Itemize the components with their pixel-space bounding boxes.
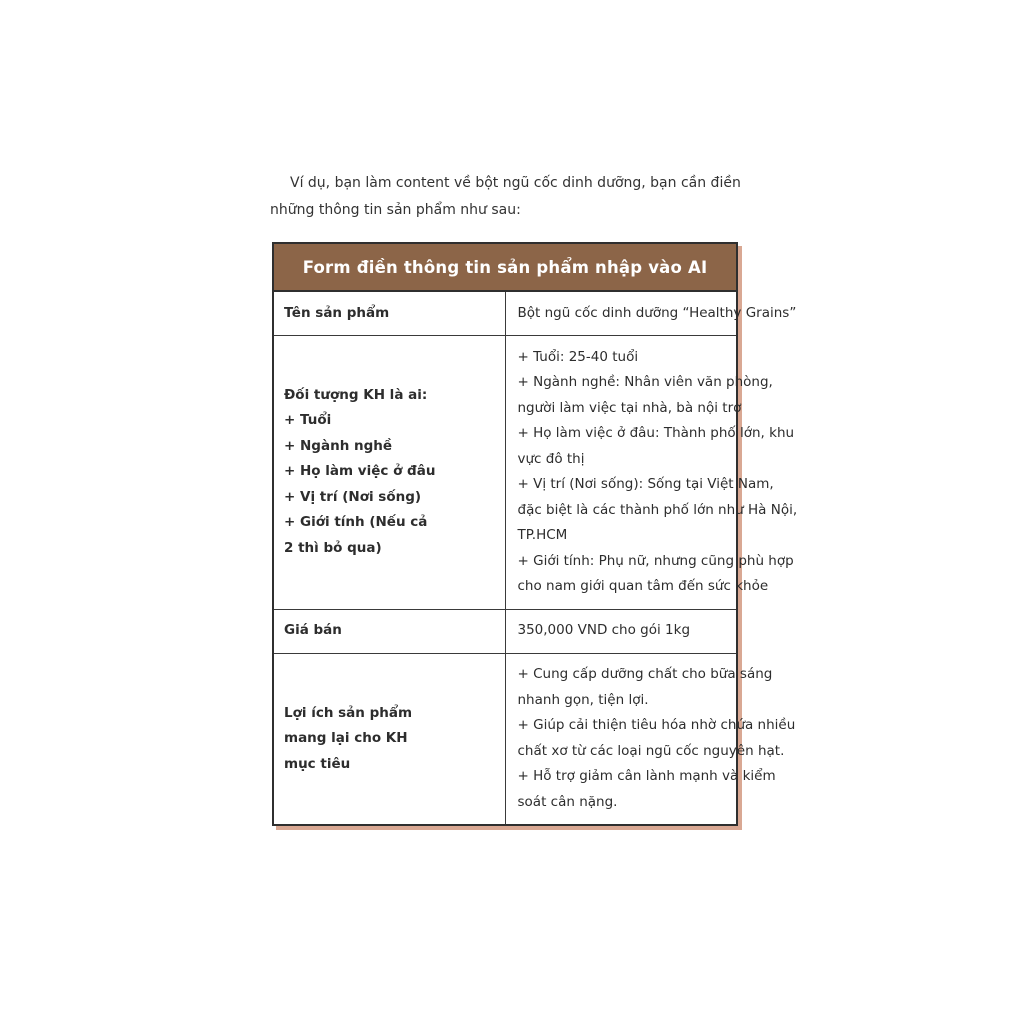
table-row <box>273 335 737 609</box>
label-line: 2 thì bỏ qua) <box>284 539 382 556</box>
label-line: + Vị trí (Nơi sống) <box>284 488 422 505</box>
value-line: + Giúp cải thiện tiêu hóa nhờ chứa nhiều <box>517 717 796 734</box>
value-line: + Giới tính: Phụ nữ, nhưng cũng phù hợp <box>517 552 794 569</box>
row-value-benefits <box>505 653 796 825</box>
row-label-price <box>273 609 505 653</box>
value-line: nhanh gọn, tiện lợi. <box>517 691 649 708</box>
value-line: soát cân nặng. <box>517 793 618 810</box>
product-form-card <box>272 242 798 826</box>
value-line: người làm việc tại nhà, bà nội trợ <box>517 399 742 416</box>
row-value-price <box>505 609 737 653</box>
label-line: + Ngành nghề <box>284 437 393 454</box>
table-row <box>273 609 737 653</box>
value-line: đặc biệt là các thành phố lớn như Hà Nội, <box>517 501 798 518</box>
label-line: Tên sản phẩm <box>284 304 390 321</box>
value-line: TP.HCM <box>517 527 568 543</box>
label-line: + Tuổi <box>284 412 332 429</box>
label-line: + Giới tính (Nếu cả <box>284 514 428 531</box>
intro-line-2: những thông tin sản phẩm như sau: <box>270 202 521 218</box>
value-line: + Cung cấp dưỡng chất cho bữa sáng <box>517 666 773 683</box>
value-line: + Hỗ trợ giảm cân lành mạnh và kiểm <box>517 768 776 785</box>
row-value-product-name <box>505 291 797 335</box>
label-line: mục tiêu <box>284 755 351 772</box>
value-line: + Vị trí (Nơi sống): Sống tại Việt Nam, <box>517 476 774 492</box>
table-row <box>273 653 737 825</box>
intro-line-1: Ví dụ, bạn làm content về bột ngũ cốc dinh dưỡng, bạn cần điền <box>290 175 741 191</box>
label-line: mang lại cho KH <box>284 730 408 746</box>
value-line: chất xơ từ các loại ngũ cốc nguyên hạt. <box>517 742 785 759</box>
row-value-target-customer <box>505 335 798 609</box>
value-line: + Họ làm việc ở đâu: Thành phố lớn, khu <box>517 425 795 441</box>
intro-paragraph <box>270 170 750 224</box>
row-label-product-name <box>273 291 505 335</box>
row-label-target-customer <box>273 335 505 609</box>
label-line: Lợi ích sản phẩm <box>284 704 413 721</box>
product-info-table <box>272 242 798 826</box>
value-line: 350,000 VND cho gói 1kg <box>517 622 691 639</box>
value-line: + Ngành nghề: Nhân viên văn phòng, <box>517 374 773 390</box>
form-title: Form điền thông tin sản phẩm nhập vào AI <box>273 243 737 291</box>
table-row <box>273 291 737 335</box>
value-line: vực đô thị <box>517 450 585 467</box>
value-line: + Tuổi: 25-40 tuổi <box>517 348 639 365</box>
row-label-benefits <box>273 653 505 825</box>
value-line: cho nam giới quan tâm đến sức khỏe <box>517 578 769 594</box>
label-line: Giá bán <box>284 622 342 639</box>
value-line: Bột ngũ cốc dinh dưỡng “Healthy Grains” <box>517 304 797 321</box>
label-line: Đối tượng KH là ai: <box>284 386 428 403</box>
label-line: + Họ làm việc ở đâu <box>284 463 436 480</box>
